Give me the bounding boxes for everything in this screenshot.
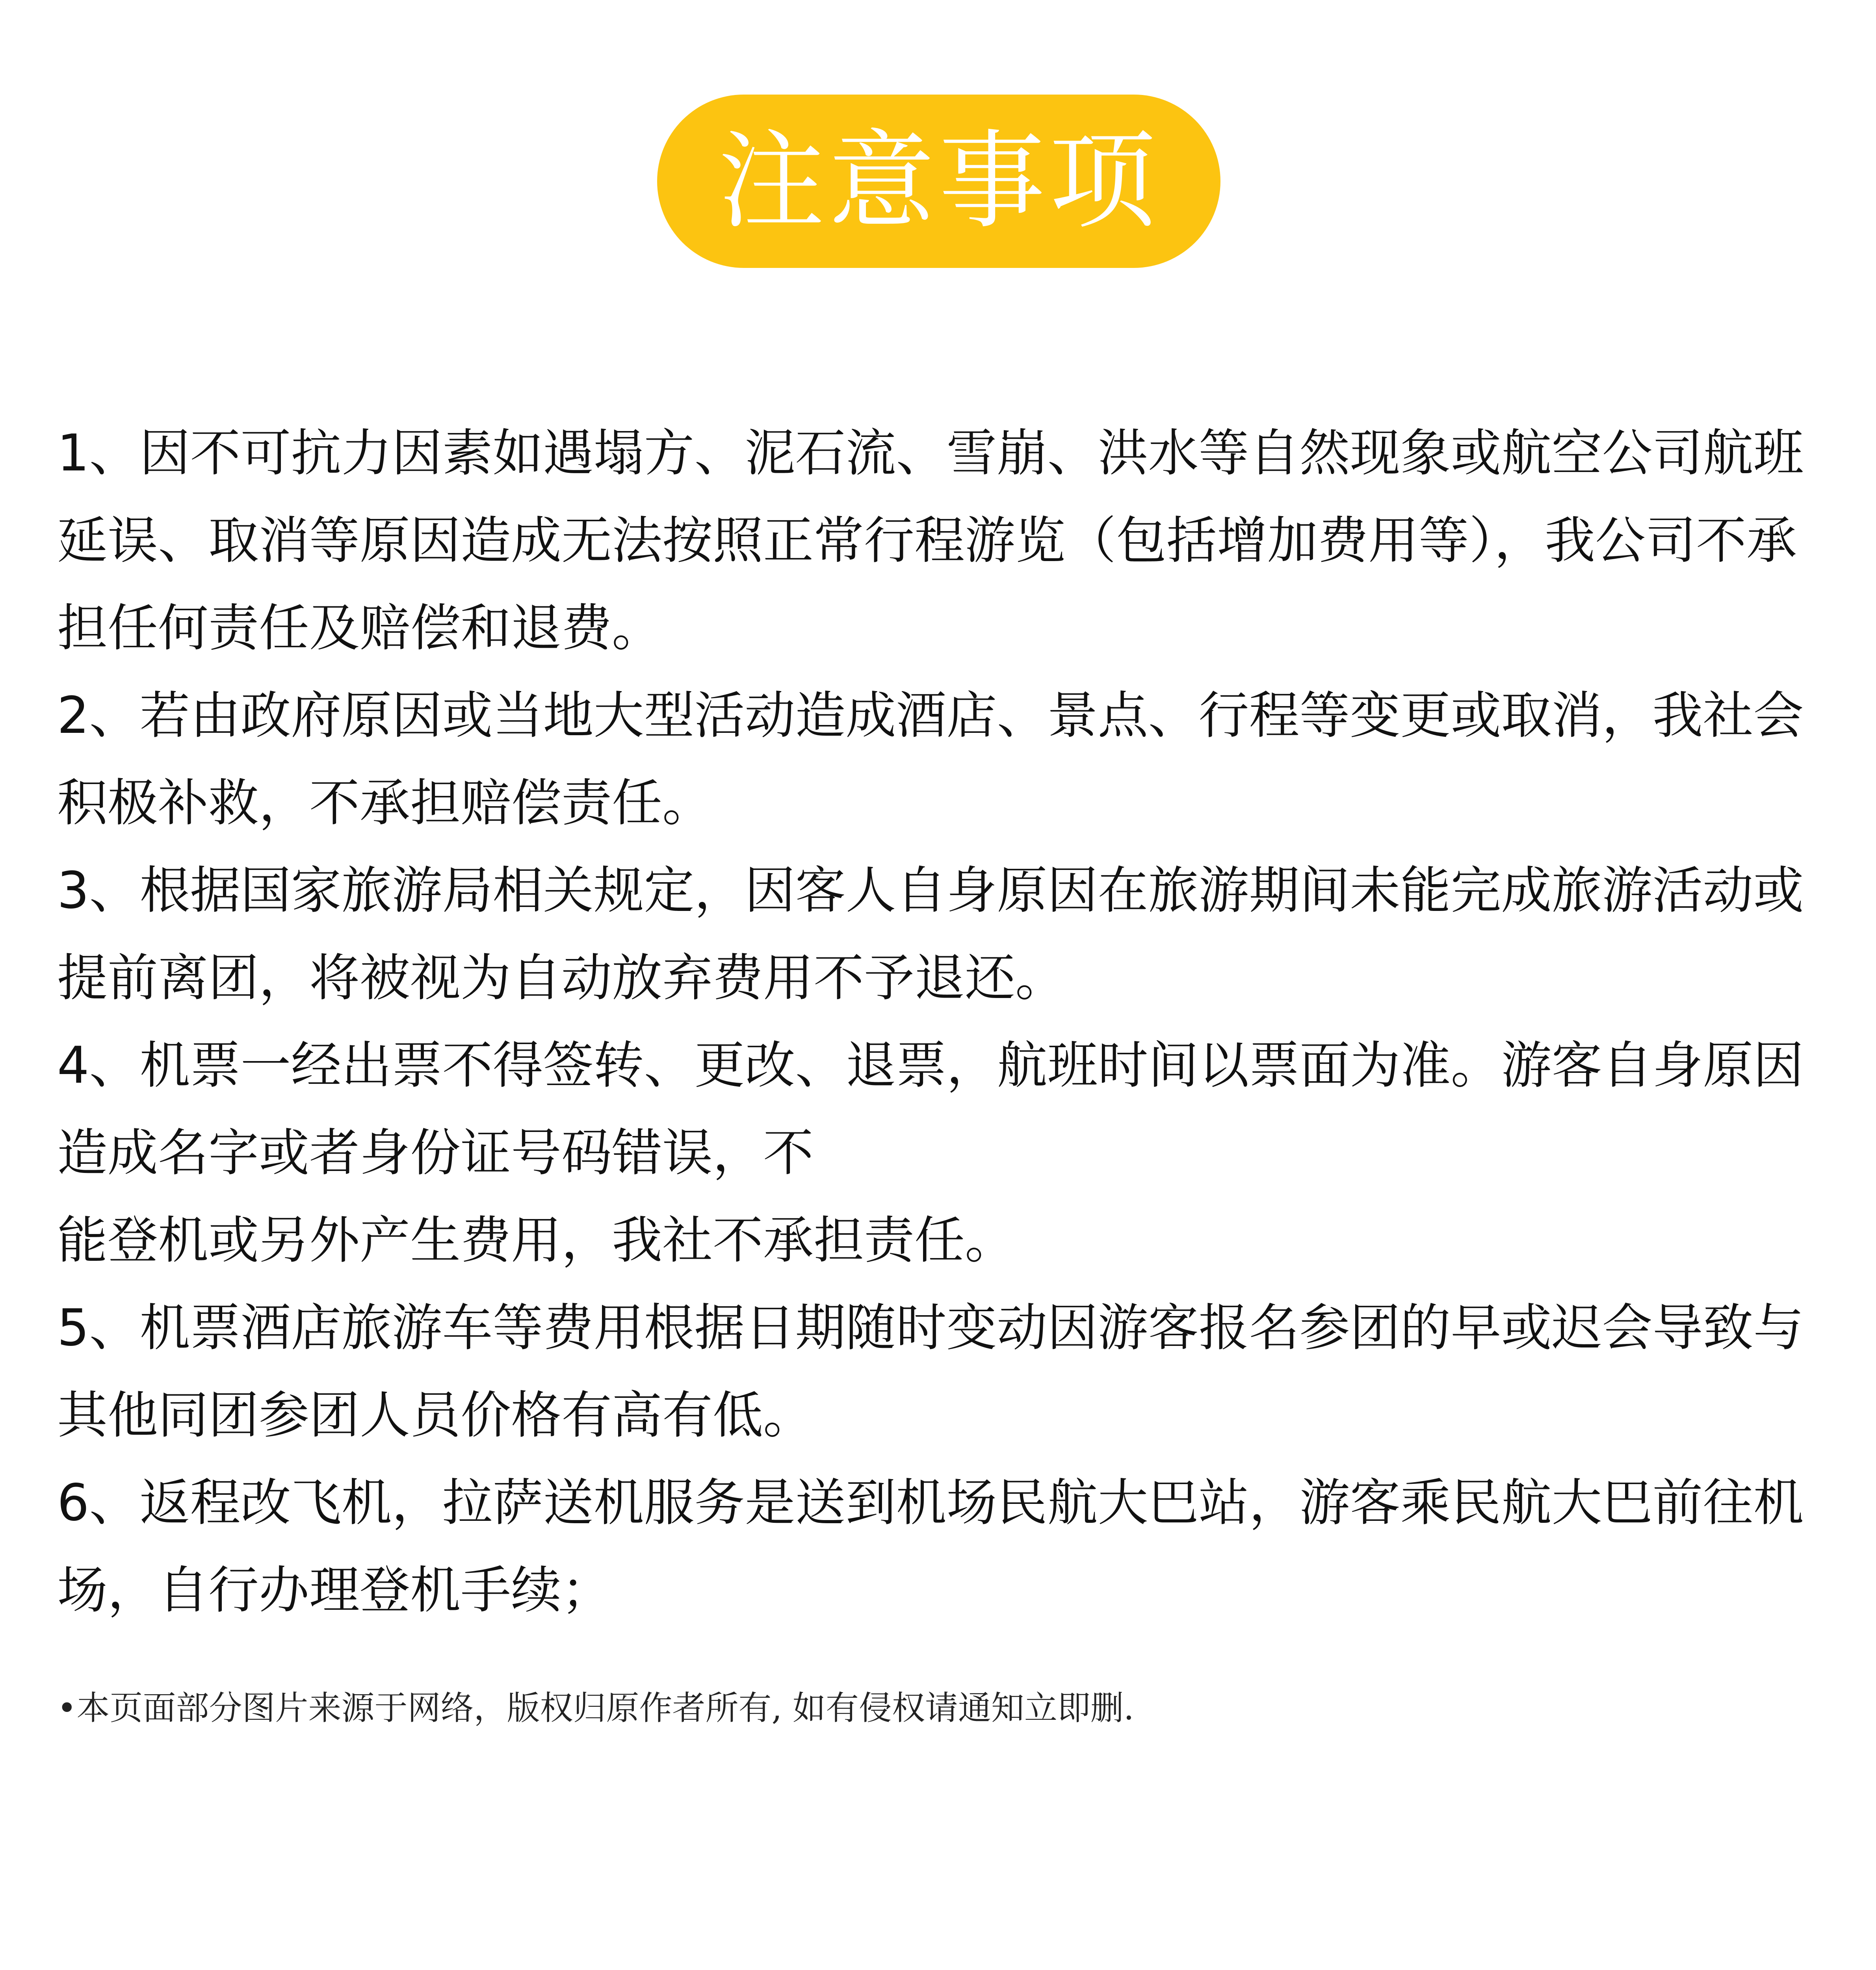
- note-line: 4、机票一经出票不得签转、更改、退票，航班时间以票面为准。游客自身原因: [57, 1036, 1804, 1095]
- note-line: 提前离团，将被视为自动放弃费用不予退还。: [57, 949, 1066, 1007]
- page-title: 注意事项: [718, 119, 1159, 243]
- note-item-2: [57, 672, 1818, 847]
- note-item-3: [57, 847, 1818, 1022]
- note-line: 延误、取消等原因造成无法按照正常行程游览（包括增加费用等），我公司不承: [57, 511, 1797, 570]
- notes-list: [57, 410, 1818, 1634]
- note-item-1: [57, 410, 1818, 672]
- note-line: 3、根据国家旅游局相关规定，因客人自身原因在旅游期间未能完成旅游活动或: [57, 861, 1804, 920]
- note-line: 造成名字或者身份证号码错误，不: [57, 1124, 814, 1182]
- note-item-6: [57, 1459, 1818, 1634]
- note-line: 2、若由政府原因或当地大型活动造成酒店、景点、行程等变更或取消，我社会: [57, 686, 1804, 745]
- note-line: 积极补救，不承担赔偿责任。: [57, 774, 713, 833]
- copyright-footnote: •本页面部分图片来源于网络，版权归原作者所有, 如有侵权请通知立即删.: [57, 1689, 1134, 1727]
- note-item-4: [57, 1022, 1818, 1284]
- note-line: 担任何责任及赔偿和退费。: [57, 599, 663, 658]
- note-line: 场，自行办理登机手续；: [57, 1561, 612, 1620]
- note-line: 6、返程改飞机，拉萨送机服务是送到机场民航大巴站，游客乘民航大巴前往机: [57, 1474, 1804, 1532]
- note-line: 5、机票酒店旅游车等费用根据日期随时变动因游客报名参团的早或迟会导致与: [57, 1299, 1804, 1357]
- note-line: 能登机或另外产生费用，我社不承担责任。: [57, 1211, 1016, 1270]
- note-line: 其他同团参团人员价格有高有低。: [57, 1386, 814, 1445]
- note-item-5: [57, 1284, 1818, 1459]
- title-badge: [657, 95, 1220, 268]
- note-line: 1、因不可抗力因素如遇塌方、泥石流、雪崩、洪水等自然现象或航空公司航班: [57, 424, 1804, 483]
